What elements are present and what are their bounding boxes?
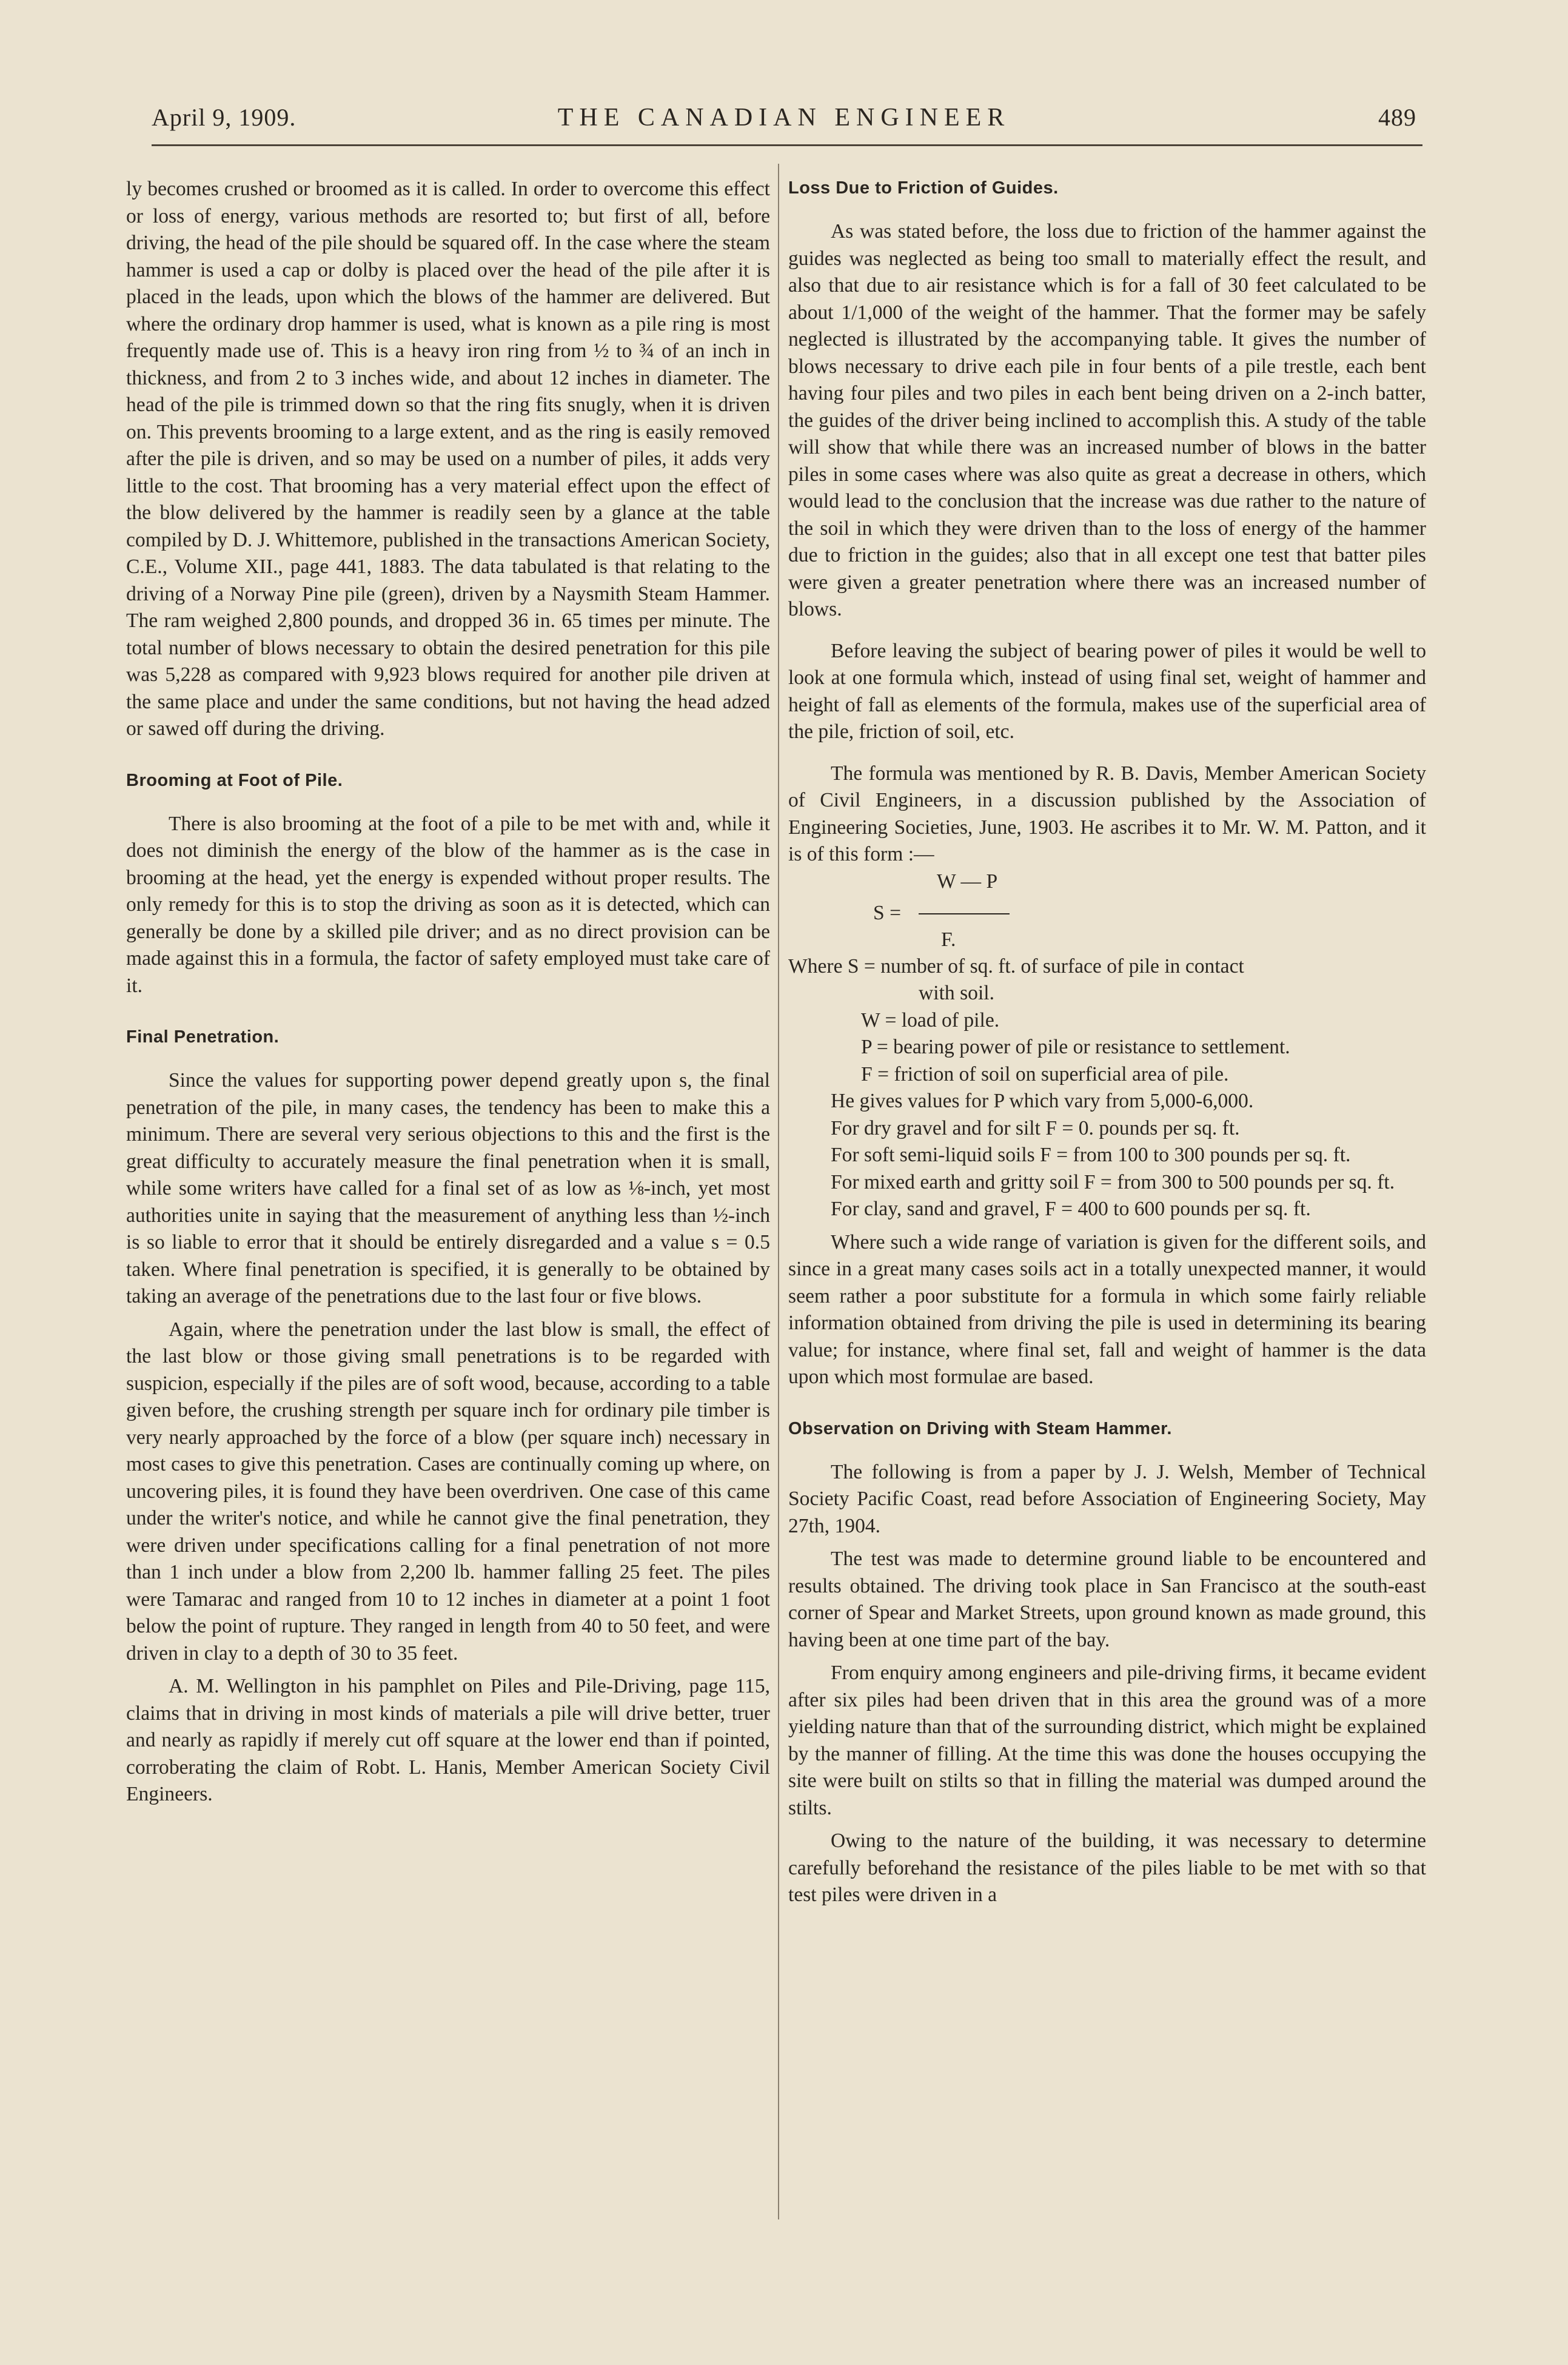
- page-header: [152, 103, 1416, 146]
- mixed-earth-line: For mixed earth and gritty soil F = from 300 to 500 pounds per sq. ft.: [831, 1170, 1395, 1193]
- paragraph: Since the values for supporting power depend greatly upon s, the final penetration of the pile, in many cases, the tendency has been to make this a minimum. There are several very serious objections to this and the first is the great difficulty to accurately measure the final penetration when it is small, while some writers have called for a final set of as low as ⅛-inch, yet most authorities unite in saying that the measurement of anything less than ½-inch is so liable to error that it should be entirely disregarded and a value s = 0.5 taken. Where final penetration is specified, it is generally to be obtained by taking an average of the penetrations due to the last four or five blows.: [126, 1069, 770, 1307]
- paragraph: A. M. Wellington in his pamphlet on Piles and Pile-Driving, page 115, claims that in driving in most kinds of materials a pile will drive better, truer and nearly as rapidly if merely cut off square at the lower end than if pointed, corroberating the claim of Robt. L. Hanis, Member American Society Civil Engineers.: [126, 1675, 770, 1805]
- paragraph: The test was made to determine ground liable to be encountered and results obtained. The driving took place in San Francisco at the south-east corner of Spear and Market Streets, upon ground known as made ground, this having been at one time part of the bay.: [788, 1548, 1426, 1651]
- dry-gravel-line: For dry gravel and for silt F = 0. pounds per sq. ft.: [831, 1116, 1240, 1139]
- fraction-bar: [919, 913, 1010, 914]
- paragraph: Again, where the penetration under the last blow is small, the effect of the last blow or those giving small penetrations is to be regarded with suspicion, especially if the piles are of soft wood, because, according to a table given before, the crushing strength per square inch for ordinary pile timber is very nearly approached by the force of a blow (per square inch) necessary in most cases to give this penetration. Cases are continually coming up where, on uncovering piles, it is found they have been overdriven. One case of this came under the writer's notice, and while he cannot give the final penetration, they were driven under specifications calling for a final penetration of not more than 1 inch under a blow from 2,200 lb. hammer falling 25 feet. The piles were Tamarac and ranged from 10 to 12 inches in diameter at a point 1 foot below the point of rupture. They ranged in length from 40 to 50 feet, and were driven in clay to a depth of 30 to 35 feet.: [126, 1318, 770, 1665]
- paragraph: Owing to the nature of the building, it was necessary to determine carefully beforehand the resistance of the piles liable to be met with so that test piles were driven in a: [788, 1830, 1426, 1906]
- paragraph: ly becomes crushed or broomed as it is called. In order to overcome this effect or loss of energy, various methods are resorted to; but first of all, before driving, the head of the pile should be squared off. In the case where the steam hammer is used a cap or dolby is placed over the head of the pile after it is placed in the leads, upon which the blows of the hammer are delivered. But where the ordinary drop hammer is used, what is known as a pile ring is most frequently made use of. This is a heavy iron ring from ½ to ¾ of an inch in thickness, and from 2 to 3 inches wide, and about 12 inches in diameter. The head of the pile is trimmed down so that the ring fits snugly, when it is driven on. This prevents brooming to a large extent, and as the ring is easily removed after the pile is driven, and so may be used on a number of piles, it adds very little to the cost. That brooming has a very material effect upon the effect of the blow delivered by the hammer is readily seen by a glance at the table compiled by D. J. Whittemore, published in the transactions American Society, C.E., Volume XII., page 441, 1883. The data tabulated is that relating to the driving of a Norway Pine pile (green), driven by a Naysmith Steam Hammer. The ram weighed 2,800 pounds, and dropped 36 in. 65 times per minute. The total number of blows necessary to obtain the desired penetration for this pile was 5,228 as compared with 9,923 blows required for another pile driven at the same place and under the same conditions, but not having the head adzed or sawed off during the driving.: [126, 178, 770, 740]
- right-column: [788, 176, 1426, 2226]
- definition-w: W = load of pile.: [861, 1008, 1000, 1032]
- paragraph: The following is from a paper by J. J. Welsh, Member of Technical Society Pacific Coast, read before Association of Engineering Society, May 27th, 1904.: [788, 1460, 1426, 1537]
- definition-s: Where S = number of sq. ft. of surface of pile in contact: [788, 954, 1244, 978]
- paragraph: The formula was mentioned by R. B. Davis, Member American Society of Civil Engineers, in a discussion published by the Association of Engineering Societies, June, 1903. He ascribes it to Mr. W. M. Patton, and it is of this form :—: [788, 762, 1426, 865]
- definition-s-cont: with soil.: [919, 982, 994, 1004]
- values-line: He gives values for P which vary from 5,000-6,000.: [831, 1090, 1254, 1112]
- issue-date: April 9, 1909.: [152, 104, 297, 131]
- section-heading-final-penetration: Final Penetration.: [126, 1027, 280, 1047]
- column-divider: [778, 164, 779, 2219]
- page-number: 489: [1378, 104, 1416, 131]
- section-heading-brooming: Brooming at Foot of Pile.: [126, 770, 343, 790]
- section-heading-friction: Loss Due to Friction of Guides.: [788, 178, 1059, 198]
- paragraph: Where such a wide range of variation is given for the different soils, and since in a great many cases soils act in a totally unexpected manner, it would seem rather a poor substitute for a formula in which some fairly reliable information obtained from driving the pile is used in determining its bearing value; for instance, where final set, fall and weight of hammer is the data upon which most formulae are based.: [788, 1230, 1426, 1388]
- formula-lhs: S =: [873, 901, 902, 924]
- section-heading-steam-hammer: Observation on Driving with Steam Hammer.: [788, 1418, 1172, 1438]
- clay-line: For clay, sand and gravel, F = 400 to 600 pounds per sq. ft.: [831, 1198, 1311, 1220]
- formula-definitions: [788, 953, 1426, 1223]
- formula-numerator: W — P: [937, 870, 998, 893]
- soft-soils-line: For soft semi-liquid soils F = from 100 to 300 pounds per sq. ft.: [831, 1144, 1351, 1166]
- paragraph: As was stated before, the loss due to friction of the hammer against the guides was neglected as being too small to materially effect the result, and also that due to air resistance which is for a fall of 30 feet calculated to be about 1/1,000 of the weight of the hammer. That the former may be safely neglected is illustrated by the accompanying table. It gives the number of blows necessary to drive each pile in four bents of a pile trestle, each bent having four piles and two piles in each bent being driven on a 2-inch batter, the guides of the driver being inclined to accomplish this. A study of the table will show that while there was an increased number of blows in the batter piles in some cases where was also quite as great a decrease in others, which would lead to the conclusion that the increase was due rather to the nature of the soil in which they were driven than to the loss of energy of the hammer due to friction in the guides; also that in all except one test that batter piles were given a greater penetration where there was an increased number of blows.: [788, 220, 1426, 620]
- left-column: [126, 176, 770, 2226]
- header-rule: [152, 144, 1422, 146]
- paragraph: Before leaving the subject of bearing power of piles it would be well to look at one formula which, instead of using final set, weight of hammer and height of fall as elements of the formula, makes use of the superficial area of the pile, friction of soil, etc.: [788, 639, 1426, 743]
- formula-denominator: F.: [941, 928, 956, 951]
- definition-p: P = bearing power of pile or resistance to settlement.: [861, 1036, 1290, 1058]
- paragraph: From enquiry among engineers and pile-driving firms, it became evident after six piles had been driven that in this area the ground was of a more yielding nature than that of the surrounding district, which might be explained by the manner of filling. At the time this was done the houses occupying the site were built on stilts so that in filling the material was dumped around the stilts.: [788, 1662, 1426, 1819]
- paragraph: There is also brooming at the foot of a pile to be met with and, while it does not diminish the energy of the blow of the hammer as is the case in brooming at the head, yet the energy is expended without proper results. The only remedy for this is to stop the driving as soon as it is detected, which can generally be done by a skilled pile driver; and as no direct provision can be made against this in a formula, the factor of safety employed must take care of it.: [126, 812, 770, 997]
- journal-title: THE CANADIAN ENGINEER: [557, 104, 1011, 132]
- definition-f: F = friction of soil on superficial area of pile.: [861, 1062, 1229, 1085]
- patton-formula: [788, 868, 1426, 953]
